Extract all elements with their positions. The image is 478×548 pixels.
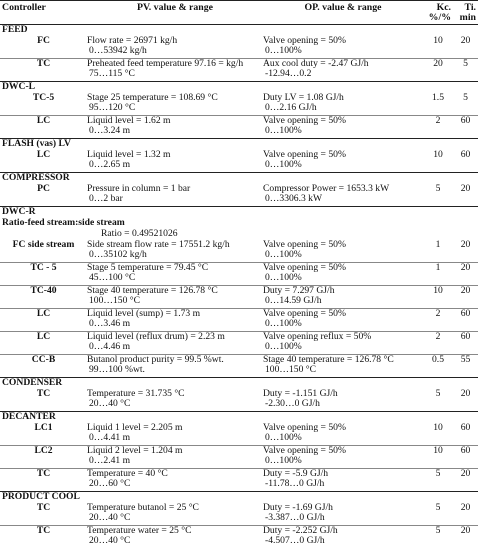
controller-cell: LC2 [0, 446, 87, 469]
controller-cell: TC-40 [0, 286, 87, 309]
controller-cell: TC [0, 503, 87, 526]
pv-cell [87, 150, 263, 173]
op-range: 0…100% [263, 433, 423, 443]
section-title: FLASH (vas) LV [0, 139, 478, 151]
pv-range: 20…40 °C [87, 399, 263, 409]
pv-cell [87, 469, 263, 492]
section-header [0, 25, 478, 37]
op-cell [263, 116, 423, 139]
pv-range: 0…2.65 m [87, 160, 263, 170]
op-value: Duty = -1.69 GJ/h [263, 503, 423, 513]
section-title: PRODUCT COOL [0, 492, 478, 504]
pv-range: 0…53942 kg/h [87, 46, 263, 56]
ti-cell: 60 [453, 446, 478, 469]
header-ti-label: Ti. [464, 2, 476, 13]
controller-cell: TC-5 [0, 93, 87, 116]
pv-value: Side stream flow rate = 17551.2 kg/h [87, 240, 263, 250]
pv-range: 0…2.41 m [87, 456, 263, 466]
controller-cell: LC [0, 332, 87, 355]
op-range: 0…100% [263, 250, 423, 260]
pv-value: Temperature = 40 °C [87, 469, 263, 479]
table-row [0, 389, 478, 412]
op-cell [263, 150, 423, 173]
op-value: Stage 40 temperature = 126.78 °C [263, 355, 423, 365]
op-value: Aux cool duty = -2.47 GJ/h [263, 59, 423, 69]
pv-cell [87, 526, 263, 548]
header-op: OP. value & range [263, 1, 423, 25]
table-row [0, 59, 478, 82]
pv-range: 100…150 °C [87, 296, 263, 306]
pv-value: Liquid level = 1.62 m [87, 116, 263, 126]
controller-cell: PC [0, 184, 87, 207]
op-cell [263, 526, 423, 548]
op-value: Valve opening = 50% [263, 263, 423, 273]
op-range: -3.387…0 GJ/h [263, 513, 423, 523]
kc-cell: 20 [423, 59, 453, 82]
op-value: Valve opening = 50% [263, 36, 423, 46]
section-header [0, 173, 478, 185]
pv-cell [87, 93, 263, 116]
pv-range: 95…120 °C [87, 103, 263, 113]
table-row [0, 503, 478, 526]
ti-cell: 5 [453, 59, 478, 82]
op-cell [263, 36, 423, 59]
pv-value: Liquid level = 1.32 m [87, 150, 263, 160]
section-title: CONDENSER [0, 378, 478, 390]
section-header [0, 139, 478, 151]
table-row [0, 469, 478, 492]
table-body [0, 25, 478, 548]
op-cell [263, 389, 423, 412]
controller-cell: TC [0, 526, 87, 548]
section-header [0, 82, 478, 94]
table-row [0, 332, 478, 355]
header-kc-unit: %/% [429, 12, 451, 23]
op-cell [263, 240, 423, 263]
op-cell [263, 446, 423, 469]
pv-range: 45…100 °C [87, 273, 263, 283]
kc-cell: 5 [423, 526, 453, 548]
ti-cell: 20 [453, 469, 478, 492]
section-subheader [0, 218, 478, 229]
pv-range: 0…3.24 m [87, 126, 263, 136]
op-range: 0…3306.3 kW [263, 194, 423, 204]
controller-cell: LC1 [0, 423, 87, 446]
table-row [0, 240, 478, 263]
pv-cell [87, 36, 263, 59]
op-cell [263, 503, 423, 526]
op-cell [263, 355, 423, 378]
table-header [0, 1, 478, 25]
header-ti-unit: min [460, 12, 476, 23]
op-range: -11.78…0 GJ/h [263, 479, 423, 489]
op-range: 0…100% [263, 342, 423, 352]
table-row [0, 116, 478, 139]
op-value: Valve opening = 50% [263, 309, 423, 319]
op-range: -2.30…0 GJ/h [263, 399, 423, 409]
ti-cell: 60 [453, 116, 478, 139]
controller-cell: LC [0, 150, 87, 173]
kc-cell: 5 [423, 184, 453, 207]
header-ti [453, 1, 478, 25]
ti-cell: 20 [453, 36, 478, 59]
pv-cell [87, 286, 263, 309]
header-kc-label: Kc. [437, 2, 451, 13]
header-pv: PV. value & range [87, 1, 263, 25]
op-cell [263, 332, 423, 355]
ti-cell: 20 [453, 240, 478, 263]
controller-cell: FC [0, 36, 87, 59]
pv-cell [87, 263, 263, 286]
ti-cell: 20 [453, 184, 478, 207]
pv-value: Butanol product purity = 99.5 %wt. [87, 355, 263, 365]
section-title: FEED [0, 25, 478, 37]
op-range: 0…100% [263, 46, 423, 56]
kc-cell: 5 [423, 389, 453, 412]
op-range: -4.507…0 GJ/h [263, 536, 423, 546]
op-range: 0…100% [263, 160, 423, 170]
pv-range: 0…3.46 m [87, 319, 263, 329]
kc-cell: 10 [423, 36, 453, 59]
pv-value: Stage 25 temperature = 108.69 °C [87, 93, 263, 103]
op-range: 0…100% [263, 126, 423, 136]
pv-cell [87, 355, 263, 378]
op-value: Duty LV = 1.08 GJ/h [263, 93, 423, 103]
ti-cell: 55 [453, 355, 478, 378]
pv-range: 0…4.41 m [87, 433, 263, 443]
header-kc [423, 1, 453, 25]
section-title: DWC-R [0, 207, 478, 219]
header-row [0, 1, 478, 25]
controller-cell: TC [0, 469, 87, 492]
op-cell [263, 59, 423, 82]
table-row [0, 184, 478, 207]
kc-cell: 1.5 [423, 93, 453, 116]
op-value: Valve opening = 50% [263, 240, 423, 250]
pv-value: Liquid level (sump) = 1.73 m [87, 309, 263, 319]
op-range: 0…100% [263, 456, 423, 466]
kc-cell: 1 [423, 263, 453, 286]
controller-cell: CC-B [0, 355, 87, 378]
kc-cell: 1 [423, 240, 453, 263]
op-range: 0…100% [263, 273, 423, 283]
pv-value: Liquid 1 level = 2.205 m [87, 423, 263, 433]
table-row [0, 286, 478, 309]
ti-cell: 5 [453, 93, 478, 116]
op-cell [263, 93, 423, 116]
op-cell [263, 309, 423, 332]
controller-cell: LC [0, 116, 87, 139]
ti-cell: 60 [453, 309, 478, 332]
pv-value: Preheated feed temperature 97.16 = kg/h [87, 59, 263, 69]
pv-cell [87, 503, 263, 526]
op-range: -12.94…0.2 [263, 69, 423, 79]
op-value: Duty = -5.9 GJ/h [263, 469, 423, 479]
op-value: Duty = -2.252 GJ/h [263, 526, 423, 536]
section-header [0, 412, 478, 424]
op-value: Compressor Power = 1653.3 kW [263, 184, 423, 194]
section-header [0, 492, 478, 504]
pv-value: Temperature water = 25 °C [87, 526, 263, 536]
pv-range: 0…35102 kg/h [87, 250, 263, 260]
ti-cell: 60 [453, 150, 478, 173]
ti-cell: 20 [453, 263, 478, 286]
ti-cell: 20 [453, 503, 478, 526]
kc-cell: 10 [423, 286, 453, 309]
controller-cell: TC [0, 59, 87, 82]
pv-value: Liquid 2 level = 1.204 m [87, 446, 263, 456]
pv-cell [87, 423, 263, 446]
kc-cell: 2 [423, 116, 453, 139]
ti-cell: 60 [453, 332, 478, 355]
section-title: COMPRESSOR [0, 173, 478, 185]
section-title: DECANTER [0, 412, 478, 424]
pv-cell [87, 240, 263, 263]
kc-cell: 10 [423, 423, 453, 446]
header-controller: Controller [0, 1, 87, 25]
pv-range: 20…60 °C [87, 479, 263, 489]
pv-cell [87, 59, 263, 82]
pv-cell [87, 332, 263, 355]
ti-cell: 60 [453, 423, 478, 446]
pv-value: Pressure in column = 1 bar [87, 184, 263, 194]
pv-value: Temperature butanol = 25 °C [87, 503, 263, 513]
pv-cell [87, 309, 263, 332]
op-cell [263, 184, 423, 207]
controller-cell: LC [0, 309, 87, 332]
pv-range: 99…100 %wt. [87, 365, 263, 375]
op-value: Duty = -1.151 GJ/h [263, 389, 423, 399]
op-value: Valve opening = 50% [263, 116, 423, 126]
ti-cell: 20 [453, 526, 478, 548]
kc-cell: 5 [423, 503, 453, 526]
op-cell [263, 469, 423, 492]
pv-cell [87, 184, 263, 207]
table-row [0, 309, 478, 332]
pv-cell [87, 116, 263, 139]
op-range: 100…150 °C [263, 365, 423, 375]
pv-value: Stage 40 temperature = 126.78 °C [87, 286, 263, 296]
ti-cell: 20 [453, 389, 478, 412]
pv-cell [87, 446, 263, 469]
ratio-value: Ratio = 0.49521026 [87, 229, 478, 240]
table-row [0, 423, 478, 446]
kc-cell: 2 [423, 309, 453, 332]
kc-cell: 10 [423, 150, 453, 173]
kc-cell: 2 [423, 332, 453, 355]
op-cell [263, 286, 423, 309]
pv-range: 20…40 °C [87, 513, 263, 523]
table-row [0, 150, 478, 173]
pv-range: 20…40 °C [87, 536, 263, 546]
section-title: DWC-L [0, 82, 478, 94]
table-row [0, 263, 478, 286]
pv-range: 0…4.46 m [87, 342, 263, 352]
table-row [0, 526, 478, 548]
op-value: Valve opening reflux = 50% [263, 332, 423, 342]
pv-value: Liquid level (reflux drum) = 2.23 m [87, 332, 263, 342]
op-value: Valve opening = 50% [263, 423, 423, 433]
table-row [0, 446, 478, 469]
op-range: 0…14.59 GJ/h [263, 296, 423, 306]
section-subtitle: Ratio-feed stream:side stream [0, 218, 478, 229]
controller-cell: TC - 5 [0, 263, 87, 286]
section-header [0, 378, 478, 390]
ti-cell: 20 [453, 286, 478, 309]
op-range: 0…2.16 GJ/h [263, 103, 423, 113]
table-row [0, 355, 478, 378]
pv-value: Temperature = 31.735 °C [87, 389, 263, 399]
op-range: 0…100% [263, 319, 423, 329]
op-value: Duty = 7.297 GJ/h [263, 286, 423, 296]
controller-cell: FC side stream [0, 240, 87, 263]
pv-value: Stage 5 temperature = 79.45 °C [87, 263, 263, 273]
kc-cell: 0.5 [423, 355, 453, 378]
pv-range: 75…115 °C [87, 69, 263, 79]
op-cell [263, 263, 423, 286]
table-row [0, 36, 478, 59]
controller-cell: TC [0, 389, 87, 412]
table-row [0, 93, 478, 116]
pv-value: Flow rate = 26971 kg/h [87, 36, 263, 46]
pv-cell [87, 389, 263, 412]
op-cell [263, 423, 423, 446]
op-value: Valve opening = 50% [263, 446, 423, 456]
pv-range: 0…2 bar [87, 194, 263, 204]
op-value: Valve opening = 50% [263, 150, 423, 160]
kc-cell: 10 [423, 446, 453, 469]
kc-cell: 5 [423, 469, 453, 492]
